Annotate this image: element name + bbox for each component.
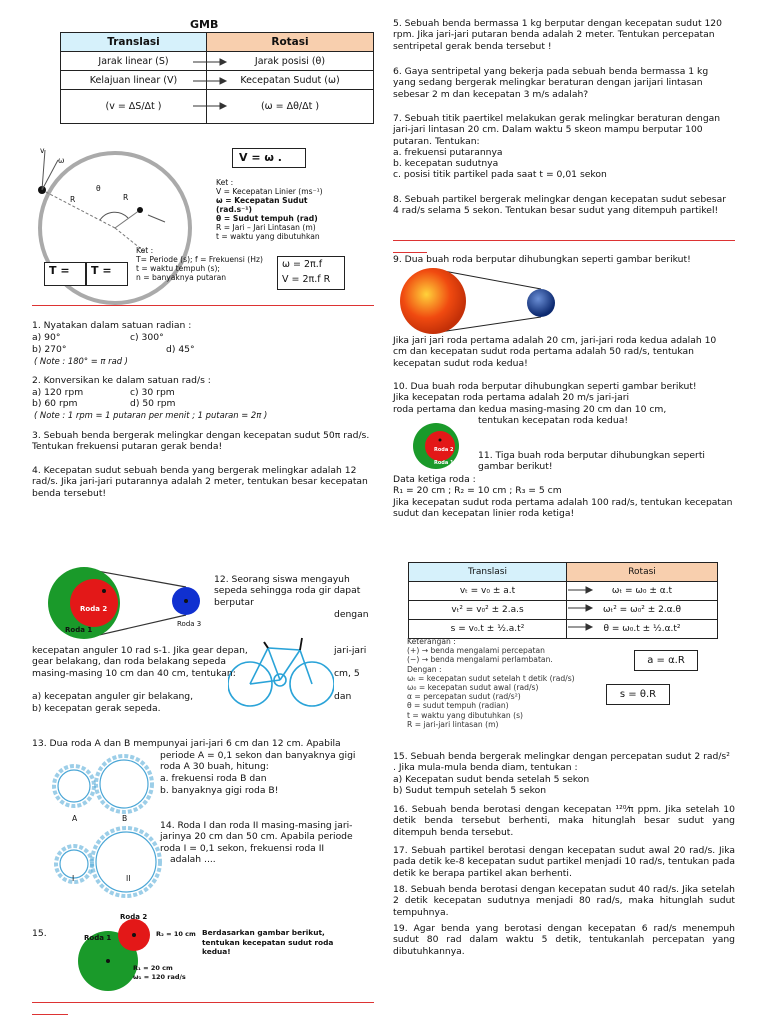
q7-option-b: b. kecepatan sudutnya <box>393 158 499 170</box>
roda2-label: Roda 2 <box>80 605 108 613</box>
q15b-option-a: a) Kecepatan sudut benda setelah 5 sekon <box>393 773 590 785</box>
table2-cell: θ = ω₀.t ± ½.α.t² <box>567 620 718 639</box>
ket-periode <box>136 246 286 282</box>
rotasi-header: Rotasi <box>207 33 374 52</box>
q7-option-a: a. frekuensi putarannya <box>393 146 503 158</box>
q1-option-c: c) 300° <box>130 332 164 343</box>
keterangan-line: ωₜ = kecepatan sudut setelah t detik (rad/s) <box>407 673 575 683</box>
q1-option-d: d) 45° <box>166 344 195 355</box>
q11-body: Jika kecepatan sudut roda pertama adalah 100 rad/s, tentukan kecepatan sudut dan kecepatan linier roda ketiga! <box>393 496 733 519</box>
formula-v-cell: (v = ΔS/Δt ) <box>61 90 207 124</box>
gears-ab-diagram <box>48 754 160 820</box>
q15b-option-b: b) Sudut tempuh setelah 5 sekon <box>393 784 547 796</box>
divider-line <box>32 305 374 306</box>
omega-formula-box <box>277 256 345 290</box>
q2-stem: 2. Konversikan ke dalam satuan rad/s : <box>32 375 211 386</box>
keterangan-line: t = waktu yang dibutuhkan (s) <box>407 710 524 720</box>
table2-cell: vₜ = v₀ ± a.t <box>409 582 567 601</box>
q7-option-c: c. posisi titik partikel pada saat t = 0,01 sekon <box>393 169 607 181</box>
gear-a-label: A <box>72 814 78 823</box>
label-omega: ω <box>58 156 65 165</box>
table2-cell: ωₜ = ω₀ ± α.t <box>567 582 718 601</box>
q12-jari: jari-jari <box>334 645 367 656</box>
question-1 <box>32 320 374 331</box>
divider-line <box>393 240 735 241</box>
q7-stem: 7. Sebuah titik paertikel melakukan gerak melingkar beraturan dengan jari-jari lintasan 20 cm. Dalam waktu 5 skeon mampu berputar 100 putaran. Tentukan: <box>393 113 721 147</box>
keterangan-line: ω₀ = kecepatan sudut awal (rad/s) <box>407 683 539 693</box>
q13-line2: periode A = 0,1 sekon dan banyaknya gigi <box>160 750 356 761</box>
table2-cell: vₜ² = v₀² ± 2.a.s <box>409 601 567 620</box>
question-10 <box>393 381 733 426</box>
divider-short <box>393 252 427 253</box>
question-17: 17. Sebuah partikel berotasi dengan kecepatan sudut awal 20 rad/s. Jika pada detik ke-8 kecepatan sudut partikel menjadi 10 rad/s, tentukan pada detik ke berapa partikel akan berhenti. <box>393 845 735 879</box>
roda1-label: Roda 1 <box>65 626 93 634</box>
table2-cell: s = v₀.t ± ½.a.t² <box>409 620 567 639</box>
q11-stem: 11. Tiga buah roda berputar dihubungkan seperti gambar berikut! <box>478 450 705 473</box>
q11-data: Data ketiga roda : <box>393 474 476 485</box>
omega-formula: ω = 2π.f <box>282 259 323 270</box>
q12-dan: dan <box>334 691 352 702</box>
q12-body: kecepatan anguler 10 rad s-1. Jika gear depan, gear belakang, dan roda belakang sepeda masing-masing 10 cm dan 40 cm, tentukan: <box>32 645 248 679</box>
q10-line: 10. Dua buah roda berputar dihubungkan seperti gambar berikut! <box>393 381 697 392</box>
keterangan-block <box>407 637 612 729</box>
kecepatan-sudut-cell: Kecepatan Sudut (ω) <box>207 71 374 90</box>
q2-note: ( Note : 1 rpm = 1 putaran per menit ; 1 putaran = 2π ) <box>34 410 268 420</box>
table2-cell: ωₜ² = ω₀² ± 2.α.θ <box>567 601 718 620</box>
q13-line3: roda A 30 buah, hitung: <box>160 761 269 772</box>
q13-stem: 13. Dua roda A dan B mempunyai jari-jari 6 cm dan 12 cm. Apabila <box>32 738 341 749</box>
kelajuan-linear-cell: Kelajuan linear (V) <box>61 71 207 90</box>
question-4: 4. Kecepatan sudut sebuah benda yang bergerak melingkar adalah 12 rad/s. Jika jari-jari putarannya adalah 2 meter, tentukan besar kecepatan benda tersebut! <box>32 465 368 499</box>
gear-i-label: I <box>72 874 75 883</box>
ket2-line: Ket : <box>136 246 154 255</box>
q12-dengan: dengan <box>334 609 369 620</box>
q2-option-d: d) 50 rpm <box>130 398 176 409</box>
label-r1: R <box>70 195 76 204</box>
sun-planet-wheels <box>395 265 575 340</box>
label-v: v <box>40 146 45 155</box>
keterangan-line: R = jari-jari lintasan (m) <box>407 719 499 729</box>
q2-option-b: b) 60 rpm <box>32 398 78 409</box>
q1-note: ( Note : 180° = π rad ) <box>34 356 128 366</box>
q2-option-a: a) 120 rpm <box>32 387 84 398</box>
q14-adalah: adalah .... <box>170 853 216 865</box>
question-18: 18. Sebuah benda berotasi dengan kecepatan sudut 40 rad/s. Jika setelah 2 detik kecepatan sudutnya menjadi 80 rad/s, maka hitunglah sudut tempuhnya. <box>393 884 735 918</box>
keterangan-line: (+) → benda mengalami percepatan <box>407 646 545 656</box>
keterangan-line: Dengan : <box>407 664 442 674</box>
gear-b-label: B <box>122 814 128 823</box>
q2-option-c: c) 30 rpm <box>130 387 175 398</box>
q13-option-b: b. banyaknya gigi roda B! <box>160 785 279 796</box>
q12-stem: 12. Seorang siswa mengayuh sepeda sehingga roda gir dapat berputar <box>214 574 361 608</box>
question-16: 16. Sebuah benda berotasi dengan kecepatan ¹²⁰⁄π ppm. Jika setelah 10 detik benda tersebut berhenti, maka hitunglah besar sudut yang ditempuh benda tersebut. <box>393 804 735 838</box>
q15-r2-label: R₂ = 10 cm <box>156 930 196 938</box>
keterangan-line: Keterangan : <box>407 637 456 646</box>
q15-text: Berdasarkan gambar berikut, tentukan kecepatan sudut roda kedua! <box>202 928 334 956</box>
ket1-line: θ = Sudut tempuh (rad) <box>216 214 318 223</box>
q12-option-b: b) kecepatan gerak sepeda. <box>32 703 161 714</box>
question-6: 6. Gaya sentripetal yang bekerja pada sebuah benda bermassa 1 kg yang sedang bergerak melingkar beraturan dengan jarijari lintasan sebesar 2 m dan kecepatan 3 m/s adalah? <box>393 66 709 100</box>
keterangan-line: θ = sudut tempuh (radian) <box>407 701 509 711</box>
roda3-label: Roda 3 <box>177 620 202 628</box>
q11-roda1-label: Roda 1 <box>434 460 454 466</box>
formula-omega-cell: (ω = Δθ/Δt ) <box>207 90 374 124</box>
rotation-formula-table <box>408 562 718 639</box>
question-8: 8. Sebuah partikel bergerak melingkar dengan kecepatan sudut sebesar 4 rad/s selama 5 sekon. Tentukan besar sudut yang ditempuh partikel! <box>393 194 726 217</box>
v-linear-formula: V = 2π.f R <box>282 274 331 285</box>
gear-ii-label: II <box>126 874 131 883</box>
ket1-line: Ket : <box>216 178 234 187</box>
label-theta: θ <box>96 184 101 193</box>
q13-option-a: a. frekuensi roda B dan <box>160 773 267 784</box>
q9-body: Jika jari jari roda pertama adalah 20 cm, jari-jari roda kedua adalah 10 cm dan kecepatan sudut roda pertama adalah 50 rad/s, tentukan kecepatan sudut roda kedua! <box>393 335 717 369</box>
ket1-line: ω = Kecepatan Sudut <box>216 196 308 205</box>
q15-r1-label: R₁ = 20 cm <box>133 964 173 972</box>
question-3: 3. Sebuah benda bergerak melingkar dengan kecepatan sudut 50π rad/s. Tentukan frekuensi putaran gerak benda! <box>32 430 370 453</box>
q12-cm5: cm, 5 <box>334 668 360 679</box>
page-title: GMB <box>190 18 219 31</box>
question-14 <box>160 820 375 865</box>
question-11 <box>393 474 733 519</box>
q11-roda2-label: Roda 2 <box>434 447 454 453</box>
s-theta-r-box: s = θ.R <box>606 684 670 705</box>
question-5: 5. Sebuah benda bermassa 1 kg berputar dengan kecepatan sudut 120 rpm. Jika jari-jari putaran benda adalah 2 meter. Tentukan percepatan sentripetal gerak benda tersebut ! <box>393 18 722 52</box>
a-alpha-r-box: a = α.R <box>634 650 698 671</box>
v-formula-box: V = ω . <box>232 148 306 168</box>
q10-line: Jika kecepatan roda pertama adalah 20 m/s jari-jari <box>393 392 630 404</box>
table-arrows <box>190 56 230 116</box>
keterangan-line: (−) → benda mengalami perlambatan. <box>407 655 553 665</box>
ket1-line: (rad.s⁻¹) <box>216 205 252 214</box>
table2-arrows <box>566 580 596 640</box>
q15-number: 15. <box>32 928 47 939</box>
two-wheels-diagram <box>76 915 156 995</box>
t-box-2: T = <box>86 262 128 286</box>
ket1-line: R = Jari – Jari Lintasan (m) <box>216 223 316 232</box>
question-7 <box>393 113 733 181</box>
label-r2: R <box>123 193 129 202</box>
q10-line: tentukan kecepatan roda kedua! <box>478 414 629 426</box>
q15-roda2-label: Roda 2 <box>120 913 148 921</box>
table2-head-rotasi: Rotasi <box>567 563 718 582</box>
q12-option-a: a) kecepatan anguler gir belakang, <box>32 691 194 702</box>
ket2-line: T= Periode (s); f = Frekuensi (Hz) <box>136 255 263 264</box>
q10-line: roda pertama dan kedua masing-masing 20 cm dan 10 cm, <box>393 403 667 415</box>
keterangan-line: α = percepatan sudut (rad/s²) <box>407 692 521 702</box>
q1-option-a: a) 90° <box>32 332 61 343</box>
table2-head-translasi: Translasi <box>409 563 567 582</box>
q15-omega-label: ω₁ = 120 rad/s <box>133 973 186 981</box>
q9-stem: 9. Dua buah roda berputar dihubungkan seperti gambar berikut! <box>393 254 691 265</box>
q1-stem: 1. Nyatakan dalam satuan radian : <box>32 320 192 331</box>
three-wheels-diagram <box>36 565 216 645</box>
jarak-posisi-cell: Jarak posisi (θ) <box>207 52 374 71</box>
question-19: 19. Agar benda yang berotasi dengan kecepatan 6 rad/s menempuh sudut 80 rad dalam waktu 5 detik, tentukanlah percepatan yang dibutuhkannya. <box>393 923 735 957</box>
question-15b <box>393 751 733 796</box>
ket2-line: t = waktu tempuh (s); <box>136 264 220 273</box>
t-box-1: T = <box>44 262 86 286</box>
divider-short <box>32 1014 68 1015</box>
q1-option-b: b) 270° <box>32 344 67 355</box>
ket1-line: V = Kecepatan Linier (ms⁻¹) <box>216 187 323 196</box>
gears-i-ii-diagram <box>52 820 164 906</box>
jarak-linear-cell: Jarak linear (S) <box>61 52 207 71</box>
divider-line <box>32 1002 374 1003</box>
q15b-stem: 15. Sebuah benda bergerak melingkar dengan percepatan sudut 2 rad/s² . Jika mula-mula benda diam, tentukan : <box>393 751 730 774</box>
q11-radii: R₁ = 20 cm ; R₂ = 10 cm ; R₃ = 5 cm <box>393 485 562 497</box>
ket2-line: n = banyaknya putaran <box>136 273 227 282</box>
q15-roda1-label: Roda 1 <box>84 934 112 942</box>
ket1-line: t = waktu yang dibutuhkan <box>216 232 320 241</box>
q14-text: 14. Roda I dan roda II masing-masing jari-jarinya 20 cm dan 50 cm. Apabila periode roda I = 0,1 sekon, frekuensi roda II <box>160 820 353 854</box>
translasi-header: Translasi <box>61 33 207 52</box>
